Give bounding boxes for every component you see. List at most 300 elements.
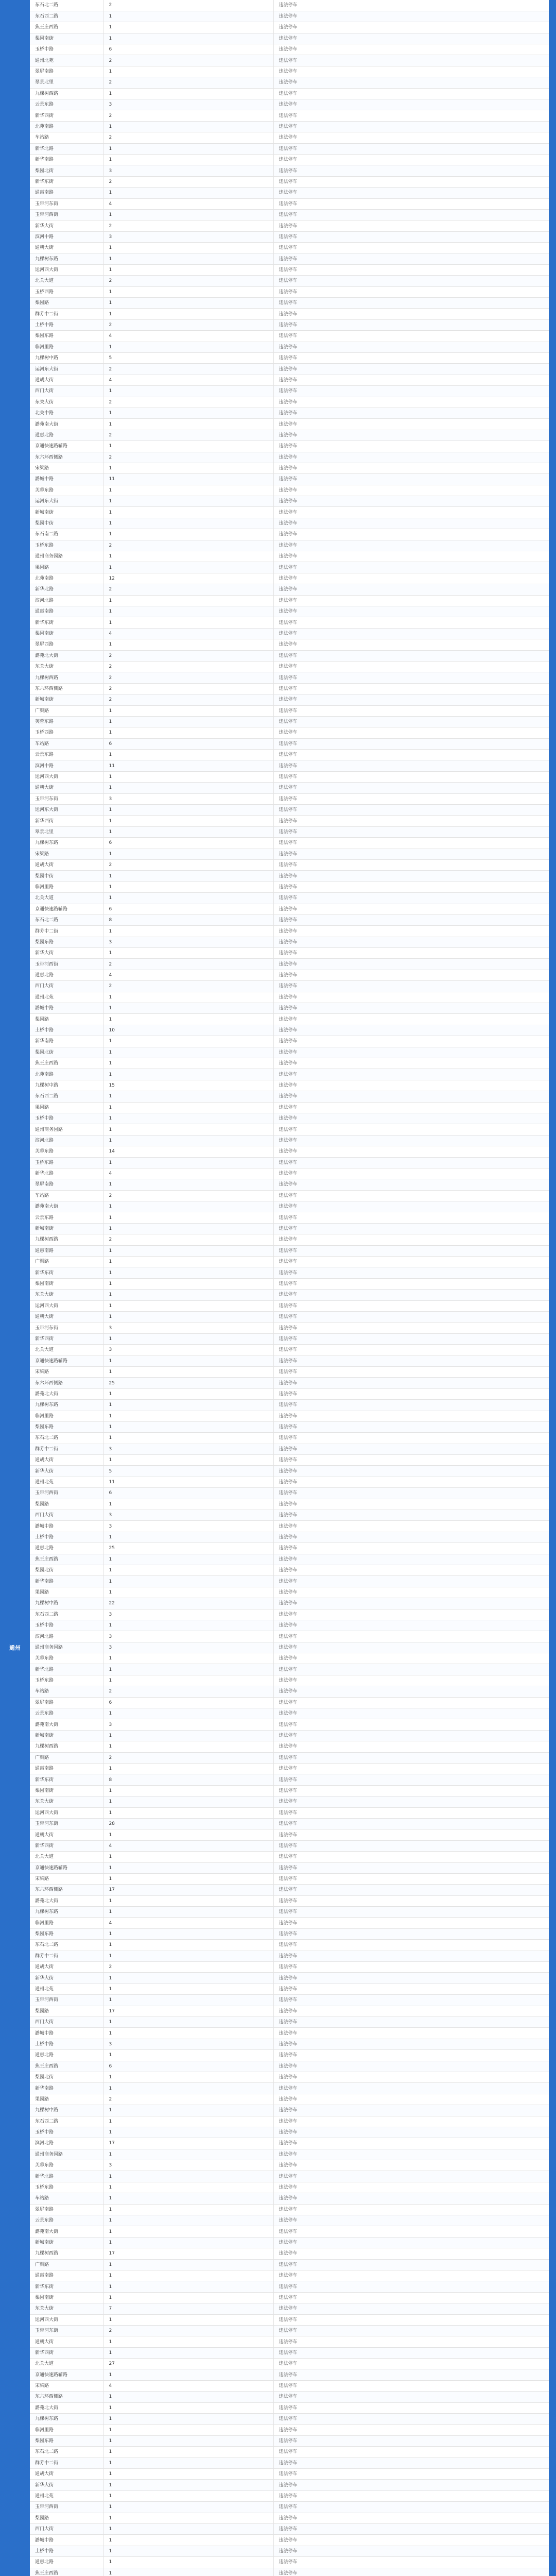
violation-type-cell: 违法停车 [273, 2226, 549, 2237]
violation-type-cell: 违法停车 [273, 463, 549, 473]
street-cell: 北关大道 [30, 1345, 103, 1355]
street-cell: 运河东大街 [30, 805, 103, 816]
street-cell: 翠屏南路 [30, 2204, 103, 2215]
violation-type-cell: 违法停车 [273, 948, 549, 959]
violation-type-cell: 违法停车 [273, 1069, 549, 1080]
table-row [30, 639, 549, 650]
street-cell: 玉带河东街 [30, 1818, 103, 1829]
violation-type-cell: 违法停车 [273, 2469, 549, 2480]
violation-type-cell: 违法停车 [273, 1852, 549, 1862]
violation-type-cell: 违法停车 [273, 1686, 549, 1697]
violation-type-cell: 违法停车 [273, 914, 549, 925]
violation-type-cell: 违法停车 [273, 2259, 549, 2270]
table-row [30, 595, 549, 606]
table-row [30, 1069, 549, 1080]
violation-type-cell: 违法停车 [273, 893, 549, 904]
count-cell: 1 [103, 1157, 273, 1168]
violation-type-cell: 违法停车 [273, 650, 549, 661]
violation-type-cell: 违法停车 [273, 1719, 549, 1730]
street-cell: 新华北路 [30, 1664, 103, 1675]
violation-type-cell: 违法停车 [273, 1080, 549, 1091]
street-cell: 东石南二路 [30, 529, 103, 540]
violation-type-cell: 违法停车 [273, 805, 549, 816]
count-cell: 1 [103, 805, 273, 816]
street-cell: 翠屏西路 [30, 639, 103, 650]
street-cell: 梨园南街 [30, 1785, 103, 1796]
violation-type-cell: 违法停车 [273, 132, 549, 143]
count-cell: 1 [103, 243, 273, 253]
count-cell: 2 [103, 1962, 273, 1973]
count-cell: 1 [103, 2116, 273, 2127]
table-row [30, 2050, 549, 2061]
count-cell: 2 [103, 110, 273, 121]
violation-type-cell: 违法停车 [273, 1366, 549, 1377]
street-cell: 通州北苑 [30, 55, 103, 66]
table-row [30, 2546, 549, 2556]
street-cell: 芙蓉东路 [30, 1146, 103, 1157]
count-cell: 1 [103, 408, 273, 418]
count-cell: 1 [103, 595, 273, 606]
violation-type-cell: 违法停车 [273, 882, 549, 892]
table-row [30, 2149, 549, 2160]
count-cell: 25 [103, 1378, 273, 1388]
table-row [30, 1697, 549, 1708]
count-cell: 1 [103, 2546, 273, 2556]
table-row [30, 1631, 549, 1642]
count-cell: 1 [103, 716, 273, 727]
violation-type-cell: 违法停车 [273, 1907, 549, 1918]
street-cell: 芙蓉东路 [30, 716, 103, 727]
street-cell: 九棵树东路 [30, 2414, 103, 2425]
street-cell: 玉带河西街 [30, 1995, 103, 2006]
count-cell: 1 [103, 253, 273, 264]
table-row [30, 2380, 549, 2391]
violation-type-cell: 违法停车 [273, 88, 549, 99]
street-cell: 芙蓉东路 [30, 485, 103, 496]
street-cell: 九棵树西路 [30, 2248, 103, 2259]
count-cell: 1 [103, 1278, 273, 1289]
violation-type-cell: 违法停车 [273, 1466, 549, 1477]
violation-type-cell: 违法停车 [273, 1323, 549, 1333]
violation-type-cell: 违法停车 [273, 375, 549, 385]
violation-type-cell: 违法停车 [273, 121, 549, 132]
count-cell: 1 [103, 617, 273, 628]
violation-type-cell: 违法停车 [273, 2402, 549, 2413]
count-cell: 1 [103, 1587, 273, 1598]
table-row [30, 309, 549, 319]
violation-type-cell: 违法停车 [273, 1984, 549, 1994]
street-cell: 九棵树中路 [30, 1598, 103, 1609]
count-cell: 17 [103, 1885, 273, 1895]
street-cell: 通胡大街 [30, 2469, 103, 2480]
count-cell: 2 [103, 672, 273, 683]
table-row [30, 1852, 549, 1862]
street-cell: 东六环西侧路 [30, 1378, 103, 1388]
street-cell: 通州商务园路 [30, 1642, 103, 1653]
table-row [30, 2480, 549, 2490]
count-cell: 1 [103, 1411, 273, 1421]
violation-type-cell: 违法停车 [273, 783, 549, 793]
street-cell: 九棵树中路 [30, 1080, 103, 1091]
violation-type-cell: 违法停车 [273, 2083, 549, 2094]
count-cell: 1 [103, 2016, 273, 2027]
table-row [30, 1940, 549, 1951]
count-cell: 3 [103, 1631, 273, 1642]
violation-type-cell: 违法停车 [273, 1565, 549, 1575]
table-row [30, 110, 549, 121]
violation-type-cell: 违法停车 [273, 2281, 549, 2292]
street-cell: 北苑南路 [30, 1069, 103, 1080]
street-cell: 临河里路 [30, 882, 103, 892]
violation-type-cell: 违法停车 [273, 551, 549, 562]
table-row [30, 2171, 549, 2182]
violation-type-cell: 违法停车 [273, 849, 549, 859]
street-cell: 九棵树东路 [30, 1400, 103, 1411]
count-cell: 1 [103, 1576, 273, 1587]
violation-type-cell: 违法停车 [273, 1102, 549, 1113]
street-cell: 北关大道 [30, 2359, 103, 2369]
violation-type-cell: 违法停车 [273, 1774, 549, 1785]
street-cell: 群芳中二街 [30, 309, 103, 319]
violation-type-cell: 违法停车 [273, 2116, 549, 2127]
street-cell: 临河里路 [30, 1411, 103, 1421]
violation-type-cell: 违法停车 [273, 694, 549, 705]
street-cell: 焦王庄西路 [30, 2061, 103, 2072]
count-cell: 5 [103, 353, 273, 364]
street-cell: 九棵树西路 [30, 672, 103, 683]
count-cell: 3 [103, 1719, 273, 1730]
street-cell: 东关大街 [30, 1797, 103, 1807]
count-cell: 3 [103, 1521, 273, 1532]
street-cell: 芙蓉东路 [30, 2160, 103, 2171]
count-cell: 1 [103, 1829, 273, 1840]
table-row [30, 2314, 549, 2325]
table-row [30, 1378, 549, 1388]
table-row [30, 1543, 549, 1554]
street-cell: 土桥中路 [30, 2039, 103, 2049]
count-cell: 2 [103, 683, 273, 694]
table-row [30, 463, 549, 473]
street-cell: 梨园北街 [30, 2072, 103, 2082]
violation-type-cell: 违法停车 [273, 1311, 549, 1322]
violation-type-cell: 违法停车 [273, 1179, 549, 1190]
street-cell: 潞城中路 [30, 1003, 103, 1014]
table-row [30, 1411, 549, 1421]
table-row [30, 518, 549, 529]
violation-type-cell: 违法停车 [273, 2369, 549, 2380]
street-cell: 通惠南路 [30, 1764, 103, 1774]
count-cell: 2 [103, 221, 273, 231]
table-row [30, 992, 549, 1003]
count-cell: 1 [103, 1058, 273, 1069]
violation-type-cell: 违法停车 [273, 1554, 549, 1565]
violation-type-cell: 违法停车 [273, 1697, 549, 1708]
violation-type-cell: 违法停车 [273, 1840, 549, 1851]
violation-type-cell: 违法停车 [273, 2490, 549, 2501]
street-cell: 东石西二路 [30, 2116, 103, 2127]
violation-type-cell: 违法停车 [273, 738, 549, 749]
count-cell: 6 [103, 1697, 273, 1708]
table-row [30, 1598, 549, 1609]
violation-type-cell: 违法停车 [273, 1400, 549, 1411]
violation-type-cell: 违法停车 [273, 286, 549, 297]
street-cell: 通朝大街 [30, 1829, 103, 1840]
count-cell: 1 [103, 1257, 273, 1267]
table-row [30, 1080, 549, 1091]
violation-type-cell: 违法停车 [273, 1510, 549, 1521]
table-row [30, 1421, 549, 1432]
street-cell: 通州商务园路 [30, 1124, 103, 1135]
table-row [30, 882, 549, 892]
table-row [30, 650, 549, 661]
table-row [30, 319, 549, 330]
count-cell: 1 [103, 1862, 273, 1873]
count-cell: 1 [103, 1311, 273, 1322]
street-cell: 运河东大街 [30, 496, 103, 507]
street-cell: 北关大道 [30, 893, 103, 904]
table-row [30, 1466, 549, 1477]
table-row [30, 606, 549, 617]
violation-type-cell: 违法停车 [273, 364, 549, 375]
table-row [30, 1797, 549, 1807]
count-cell: 1 [103, 2414, 273, 2425]
table-row [30, 1774, 549, 1785]
street-cell: 东六环西侧路 [30, 1885, 103, 1895]
violation-type-cell: 违法停车 [273, 2160, 549, 2171]
count-cell: 1 [103, 1620, 273, 1631]
violation-type-cell: 违法停车 [273, 1091, 549, 1102]
table-row [30, 1113, 549, 1124]
table-row [30, 1014, 549, 1025]
count-cell: 1 [103, 518, 273, 529]
violation-type-cell: 违法停车 [273, 926, 549, 937]
violation-type-cell: 违法停车 [273, 2127, 549, 2138]
district-label: 通州 [9, 1645, 21, 1651]
violation-type-cell: 违法停车 [273, 1234, 549, 1245]
count-cell: 2 [103, 132, 273, 143]
count-cell: 28 [103, 1818, 273, 1829]
violation-type-cell: 违法停车 [273, 1951, 549, 1961]
count-cell: 1 [103, 496, 273, 507]
violation-type-cell: 违法停车 [273, 2414, 549, 2425]
count-cell: 1 [103, 1940, 273, 1951]
count-cell: 2 [103, 276, 273, 286]
count-cell: 2 [103, 540, 273, 551]
table-row [30, 88, 549, 99]
street-cell: 西门大街 [30, 2523, 103, 2534]
table-row [30, 1290, 549, 1300]
table-row [30, 430, 549, 440]
street-cell: 翠屏南路 [30, 66, 103, 77]
table-row [30, 2336, 549, 2347]
street-cell: 梨园东路 [30, 937, 103, 947]
table-row [30, 1895, 549, 1906]
table-row [30, 562, 549, 573]
count-cell: 4 [103, 1840, 273, 1851]
table-row [30, 1212, 549, 1223]
table-row [30, 1918, 549, 1928]
street-cell: 玉带河西街 [30, 1488, 103, 1499]
table-row [30, 2061, 549, 2072]
table-row [30, 1719, 549, 1730]
count-cell: 2 [103, 2325, 273, 2336]
table-row [30, 1973, 549, 1984]
violation-type-cell: 违法停车 [273, 2006, 549, 2016]
table-row [30, 2204, 549, 2215]
count-cell: 1 [103, 88, 273, 99]
table-row [30, 937, 549, 947]
count-cell: 2 [103, 694, 273, 705]
table-row [30, 529, 549, 540]
street-cell: 新华西街 [30, 1840, 103, 1851]
violation-type-cell: 违法停车 [273, 904, 549, 914]
violation-type-cell: 违法停车 [273, 143, 549, 154]
violation-type-cell: 违法停车 [273, 970, 549, 980]
count-cell: 1 [103, 1455, 273, 1466]
violation-type-cell: 违法停车 [273, 309, 549, 319]
street-cell: 翠景北里 [30, 77, 103, 88]
street-cell: 临河里路 [30, 1918, 103, 1928]
table-row [30, 2292, 549, 2303]
street-cell: 玉带河东街 [30, 1323, 103, 1333]
street-cell: 潞苑北大街 [30, 2402, 103, 2413]
table-row [30, 2193, 549, 2204]
street-cell: 新华北路 [30, 584, 103, 595]
street-cell: 运河西大街 [30, 264, 103, 275]
table-row [30, 1168, 549, 1179]
table-row [30, 1003, 549, 1014]
violation-type-cell: 违法停车 [273, 1973, 549, 1984]
table-row [30, 1058, 549, 1069]
table-row [30, 1984, 549, 1994]
table-row [30, 2270, 549, 2281]
table-row [30, 981, 549, 992]
count-cell: 1 [103, 2513, 273, 2523]
table-row [30, 485, 549, 496]
count-cell: 3 [103, 937, 273, 947]
violation-type-cell: 违法停车 [273, 1488, 549, 1499]
table-row [30, 2325, 549, 2336]
table-row [30, 838, 549, 849]
street-cell: 通惠北路 [30, 1543, 103, 1554]
street-cell: 玉桥中路 [30, 1620, 103, 1631]
count-cell: 1 [103, 1895, 273, 1906]
violation-type-cell: 违法停车 [273, 1928, 549, 1939]
table-row [30, 771, 549, 782]
violation-type-cell: 违法停车 [273, 1190, 549, 1201]
table-row [30, 154, 549, 165]
count-cell: 1 [103, 992, 273, 1003]
table-row [30, 1885, 549, 1895]
street-cell: 玉桥中路 [30, 2127, 103, 2138]
street-cell: 北关大道 [30, 276, 103, 286]
count-cell: 4 [103, 331, 273, 342]
count-cell: 2 [103, 55, 273, 66]
count-cell: 1 [103, 2336, 273, 2347]
count-cell: 1 [103, 771, 273, 782]
count-cell: 1 [103, 1433, 273, 1444]
table-row [30, 1146, 549, 1157]
violation-type-cell: 违法停车 [273, 595, 549, 606]
table-row [30, 750, 549, 760]
table-row [30, 1576, 549, 1587]
violation-type-cell: 违法停车 [273, 1708, 549, 1719]
street-cell: 群芳中二街 [30, 2458, 103, 2468]
count-cell: 3 [103, 2039, 273, 2049]
street-cell: 宋梁路 [30, 2380, 103, 2391]
count-cell: 1 [103, 1047, 273, 1058]
table-row [30, 970, 549, 980]
table-row [30, 1311, 549, 1322]
table-row [30, 2513, 549, 2523]
count-cell: 2 [103, 77, 273, 88]
street-cell: 东六环西侧路 [30, 452, 103, 463]
violation-type-cell: 违法停车 [273, 1797, 549, 1807]
street-cell: 玉桥西路 [30, 286, 103, 297]
count-cell: 1 [103, 750, 273, 760]
table-row [30, 760, 549, 771]
count-cell: 2 [103, 452, 273, 463]
violation-type-cell: 违法停车 [273, 959, 549, 970]
count-cell: 1 [103, 826, 273, 837]
street-cell: 土桥中路 [30, 1025, 103, 1036]
table-row [30, 1499, 549, 1510]
street-cell: 云景东路 [30, 2215, 103, 2226]
violation-type-cell: 违法停车 [273, 2215, 549, 2226]
district-column [0, 0, 30, 2576]
count-cell: 1 [103, 1201, 273, 1212]
street-cell: 玉桥东路 [30, 1675, 103, 1686]
street-cell: 广渠路 [30, 705, 103, 716]
street-cell: 新华西街 [30, 1333, 103, 1344]
table-row [30, 452, 549, 463]
count-cell: 1 [103, 849, 273, 859]
count-cell: 6 [103, 44, 273, 55]
count-cell: 1 [103, 727, 273, 738]
violation-type-cell: 违法停车 [273, 2392, 549, 2402]
violation-type-cell: 违法停车 [273, 353, 549, 364]
table-row [30, 99, 549, 110]
count-cell: 7 [103, 2303, 273, 2314]
table-row [30, 44, 549, 55]
violation-type-cell: 违法停车 [273, 2016, 549, 2027]
street-cell: 通朝大街 [30, 783, 103, 793]
table-row [30, 816, 549, 826]
street-cell: 芙蓉东路 [30, 1653, 103, 1664]
count-cell: 1 [103, 121, 273, 132]
table-row [30, 364, 549, 375]
count-cell: 1 [103, 2314, 273, 2325]
count-cell: 1 [103, 1499, 273, 1510]
table-row [30, 727, 549, 738]
violation-type-cell: 违法停车 [273, 331, 549, 342]
violation-type-cell: 违法停车 [273, 771, 549, 782]
table-row [30, 441, 549, 452]
street-cell: 东关大街 [30, 661, 103, 672]
count-cell: 14 [103, 1146, 273, 1157]
count-cell: 2 [103, 859, 273, 870]
violation-type-cell: 违法停车 [273, 816, 549, 826]
table-row [30, 2414, 549, 2425]
violation-type-cell: 违法停车 [273, 55, 549, 66]
table-row [30, 397, 549, 408]
violation-type-cell: 违法停车 [273, 1124, 549, 1135]
street-cell: 新华南路 [30, 1036, 103, 1047]
violation-type-cell: 违法停车 [273, 727, 549, 738]
street-cell: 梨园南街 [30, 33, 103, 44]
street-cell: 新华东街 [30, 176, 103, 187]
table-row [30, 342, 549, 352]
